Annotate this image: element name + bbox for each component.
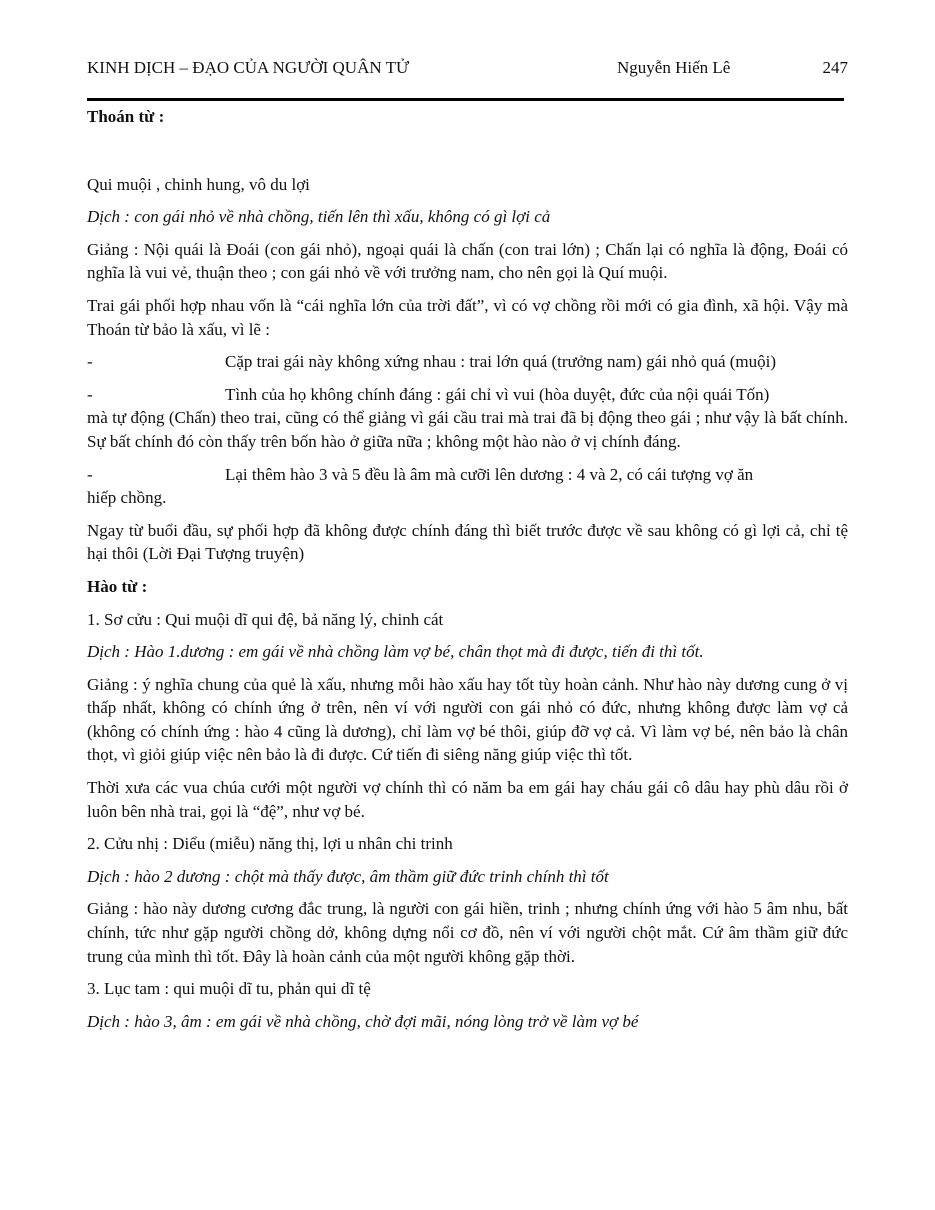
bullet-item	[87, 463, 848, 510]
page-header	[87, 58, 848, 80]
running-title: KINH DỊCH – ĐẠO CỦA NGƯỜI QUÂN TỬ	[87, 58, 410, 77]
section-heading-hao-tu: Hào từ :	[87, 576, 148, 596]
page-body	[87, 105, 848, 1033]
bullet-item	[87, 383, 848, 454]
hao2-translation: Dịch : hào 2 dương : chột mà thấy được, âm thầm giữ đức trinh chính thì tốt	[87, 866, 609, 886]
bullet-text: Cặp trai gái này không xứng nhau : trai lớn quá (trưởng nam) gái nhỏ quá (muội)	[225, 352, 777, 372]
hao2-explanation: Giảng : hào này dương cương đắc trung, là người con gái hiền, trinh ; nhưng chính ứng với hào 5 âm nhu, bất chính, tức như gặp người chồng dở, không dựng nổi cơ đồ, nên ví với người chột mắt. Cứ âm thầm giữ đức trung của mình thì tốt. Đây là hoàn cảnh của một người không gặp thời.	[87, 899, 848, 966]
bullet-continuation: mà tự động (Chấn) theo trai, cũng có thể giảng vì gái cầu trai mà trai đã bị động theo gái ; như vậy là bất chính. Sự bất chính đó còn thấy trên bốn hào ở giữa nữa ; không một hào nào ở vị chính đáng.	[87, 408, 848, 451]
author-name: Nguyễn Hiến Lê	[617, 58, 731, 77]
thoan-conclusion: Ngay từ buổi đầu, sự phối hợp đã không được chính đáng thì biết trước được về sau không có gì lợi cả, chỉ tệ hại thôi (Lời Đại Tượng truyện)	[87, 520, 848, 564]
bullet-dash: -	[87, 352, 93, 372]
hao3-translation: Dịch : hào 3, âm : em gái về nhà chồng, chờ đợi mãi, nóng lòng trở về làm vợ bé	[87, 1011, 639, 1031]
hao2-text: 2. Cửu nhị : Diểu (miễu) năng thị, lợi u nhân chi trinh	[87, 834, 453, 854]
bullet-text: Lại thêm hào 3 và 5 đều là âm mà cưỡi lên dương : 4 và 2, có cái tượng vợ ăn	[225, 464, 754, 484]
thoan-paragraph-2: Trai gái phối hợp nhau vốn là “cái nghĩa lớn của trời đất”, vì có vợ chồng rồi mới có gia đình, xã hội. Vậy mà Thoán từ bảo là xấu, vì lẽ :	[87, 295, 848, 339]
thoan-translation: Dịch : con gái nhỏ về nhà chồng, tiến lên thì xấu, không có gì lợi cả	[87, 207, 551, 227]
page-number: 247	[822, 58, 848, 77]
bullet-dash: -	[87, 384, 93, 404]
hao3-text: 3. Lục tam : qui muội dĩ tu, phản qui dĩ tệ	[87, 979, 371, 999]
bullet-text: Tình của họ không chính đáng : gái chỉ vì vui (hòa duyệt, đức của nội quái Tốn)	[225, 384, 770, 404]
hao1-text: 1. Sơ cửu : Qui muội dĩ qui đệ, bả năng lý, chinh cát	[87, 609, 444, 629]
thoan-text: Qui muội , chinh hung, vô du lợi	[87, 174, 310, 194]
bullet-item	[87, 350, 848, 374]
hao1-paragraph-2: Thời xưa các vua chúa cưới một người vợ chính thì có năm ba em gái hay cháu gái cô dâu hay phù dâu rồi ở luôn bên nhà trai, gọi là “đệ”, như vợ bé.	[87, 778, 848, 821]
thoan-explanation: Giảng : Nội quái là Đoái (con gái nhỏ), ngoại quái là chấn (con trai lớn) ; Chấn lại có nghĩa là động, Đoái có nghĩa là vui vẻ, thuận theo ; con gái nhỏ về với trưởng nam, cho nên gọi là Quí muội.	[87, 239, 848, 283]
section-heading-thoan-tu: Thoán từ :	[87, 107, 165, 126]
bullet-dash: -	[87, 464, 93, 484]
bullet-continuation: hiếp chồng.	[87, 488, 167, 508]
header-rule	[87, 98, 844, 101]
hao1-explanation: Giảng : ý nghĩa chung của quẻ là xấu, nhưng mỗi hào xấu hay tốt tùy hoàn cảnh. Như hào này dương cung ở vị thấp nhất, không có chính ứng ở trên, nên ví với người con gái nhỏ có đức, nhưng không được làm vợ cả (không có chính ứng : hào 4 cũng là dương), chỉ làm vợ bé thôi, giúp đỡ vợ cả. Vì làm vợ bé, nên bảo là chân thọt, vì giỏi giúp việc nên bảo là đi được. Cứ tiến đi siêng năng giúp việc thì tốt.	[87, 674, 848, 765]
hao1-translation: Dịch : Hào 1.dương : em gái về nhà chồng làm vợ bé, chân thọt mà đi được, tiến đi thì tốt.	[87, 642, 704, 662]
